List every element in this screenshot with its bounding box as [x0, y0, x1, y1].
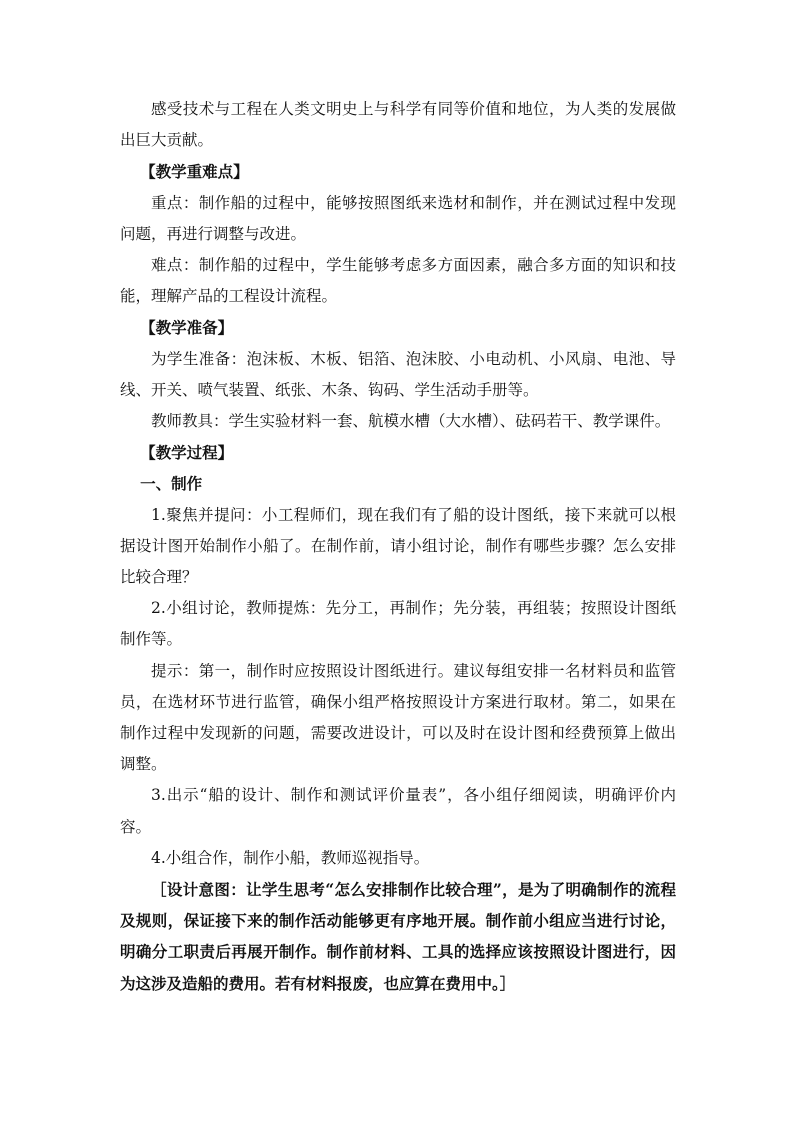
step-1-paragraph: 1.聚焦并提问：小工程师们，现在我们有了船的设计图纸，接下来就可以根据设计图开始制作小船了。在制作前，请小组讨论，制作有哪些步骤？怎么安排比较合理？ [120, 505, 676, 587]
section-heading-preparation: 【教学准备】 [140, 318, 234, 338]
student-materials-paragraph: 为学生准备：泡沫板、木板、铝箔、泡沫胶、小电动机、小风扇、电池、导线、开关、喷气装置、纸张、木条、钩码、学生活动手册等。 [120, 349, 676, 399]
step-4-paragraph: 4.小组合作，制作小船，教师巡视指导。 [151, 848, 430, 867]
tip-paragraph: 提示：第一，制作时应按照设计图纸进行。建议每组安排一名材料员和监管员，在选材环节进行监管，确保小组严格按照设计方案进行取材。第二，如果在制作过程中发现新的问题，需要改进设计，可以及时在设计图和经费预算上做出调整。 [120, 661, 676, 774]
section-heading-process: 【教学过程】 [140, 443, 234, 463]
step-3-paragraph: 3.出示“船的设计、制作和测试评价量表”，各小组仔细阅读，明确评价内容。 [120, 786, 676, 836]
document-body [120, 94, 676, 999]
difficult-point-paragraph: 难点：制作船的过程中，学生能够考虑多方面因素，融合多方面的知识和技能，理解产品的工程设计流程。 [120, 256, 676, 306]
key-point-paragraph: 重点：制作船的过程中，能够按照图纸来选材和制作，并在测试过程中发现问题，再进行调整与改进。 [120, 193, 676, 243]
section-heading-key-points: 【教学重难点】 [140, 162, 249, 182]
intro-paragraph: 感受技术与工程在人类文明史上与科学有同等价值和地位，为人类的发展做出巨大贡献。 [120, 100, 676, 150]
subsection-heading-make: 一、制作 [140, 474, 203, 494]
teacher-materials-paragraph: 教师教具：学生实验材料一套、航模水槽（大水槽）、砝码若干、教学课件。 [151, 412, 671, 431]
design-intent-note: ［设计意图：让学生思考“怎么安排制作比较合理”，是为了明确制作的流程及规则，保证接下来的制作活动能够更有序地开展。制作前小组应当进行讨论，明确分工职责后再展开制作。制作前材料、工具的选择应该按照设计图进行，因为这涉及造船的费用。若有材料报废，也应算在费用中。］ [120, 880, 676, 993]
step-2-paragraph: 2.小组讨论，教师提炼：先分工，再制作；先分装，再组装；按照设计图纸制作等。 [120, 599, 676, 649]
